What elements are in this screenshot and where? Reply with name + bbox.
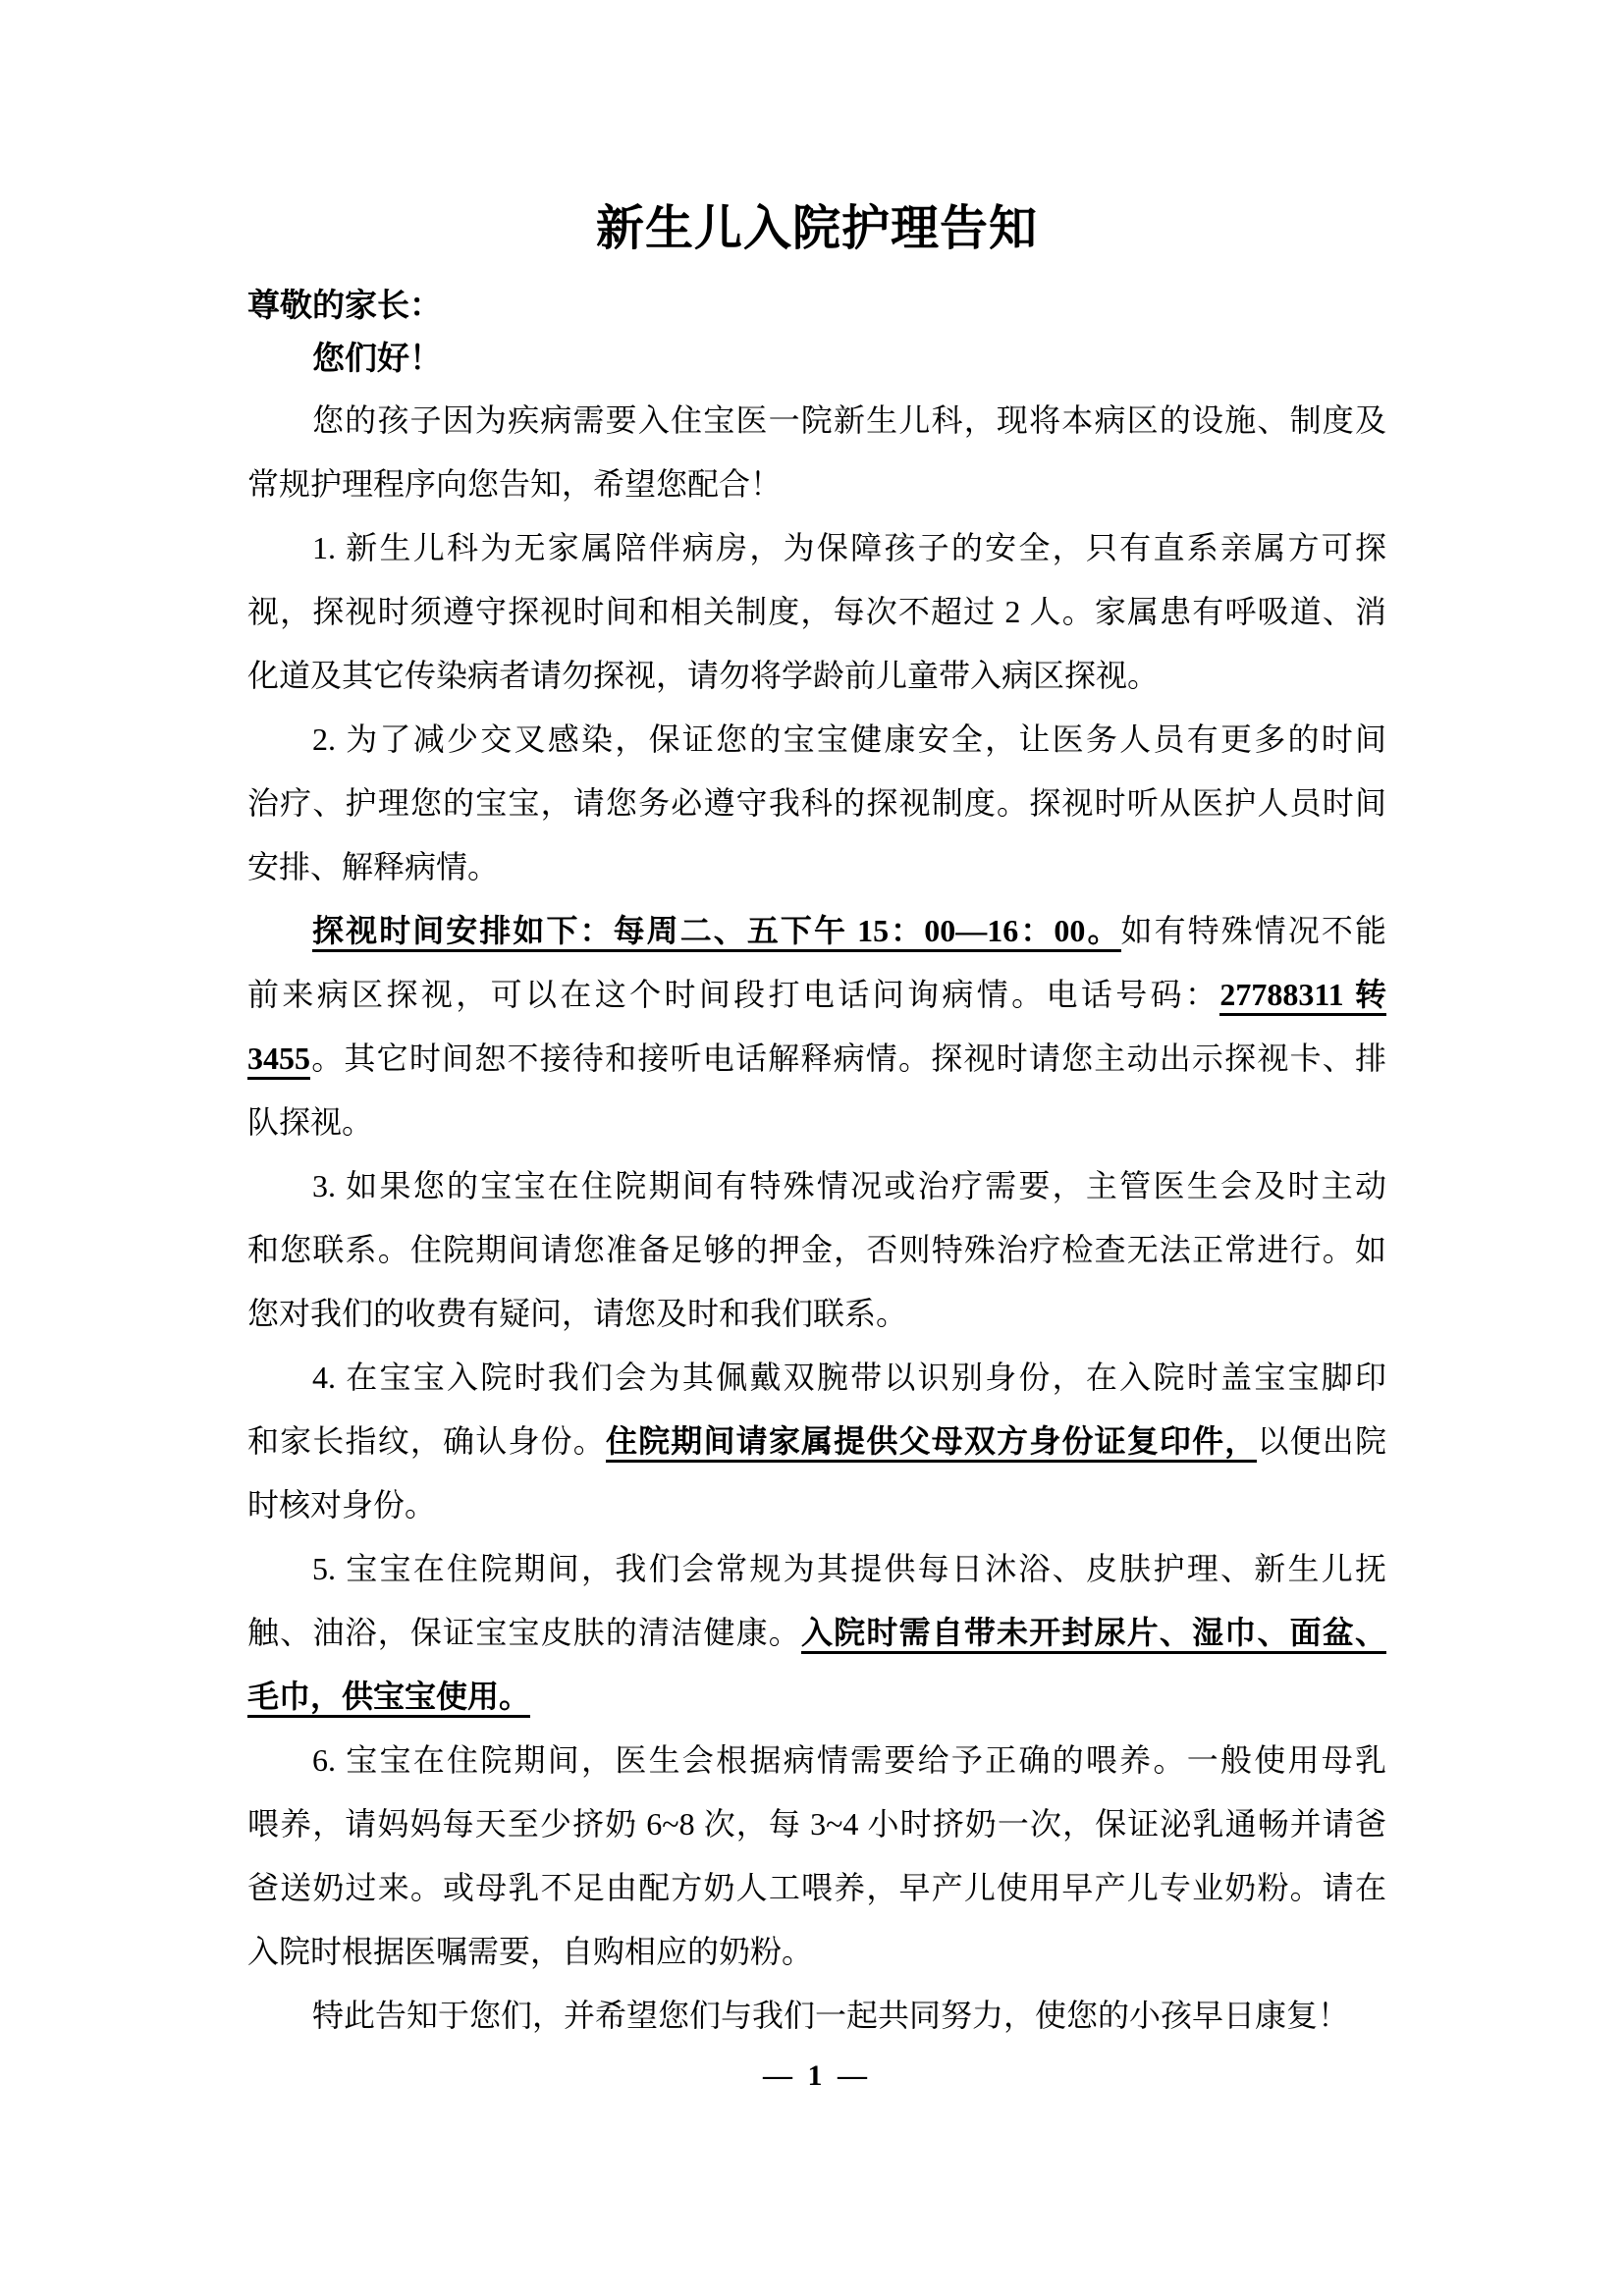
page-number: — 1 — xyxy=(763,2059,871,2092)
body-text: 治疗、护理您的宝宝，请您务必遵守我科的探视制度。探视时听从医护人员时间 xyxy=(247,785,1386,821)
body-text: 触、油浴，保证宝宝皮肤的清洁健康。 xyxy=(247,1615,801,1650)
document-body xyxy=(247,389,1386,2048)
item-3-line xyxy=(247,1282,1386,1346)
item-3-line xyxy=(247,1154,1386,1218)
item-4-line xyxy=(247,1346,1386,1410)
emphasis-text: 探视时间安排如下：每周二、五下午 15：00—16：00。 xyxy=(312,913,1121,952)
body-text: 如有特殊情况不能 xyxy=(1120,913,1386,948)
document-content xyxy=(0,199,1624,2097)
emphasis-text: 毛巾，供宝宝使用。 xyxy=(247,1679,530,1718)
body-text: 化道及其它传染病者请勿探视，请勿将学龄前儿童带入病区探视。 xyxy=(247,658,1160,693)
item-6-line xyxy=(247,1920,1386,1984)
page-title: 新生儿入院护理告知 xyxy=(595,201,1038,255)
body-text: 前来病区探视，可以在这个时间段打电话问询病情。电话号码： xyxy=(247,977,1220,1012)
body-text: 和您联系。住院期间请您准备足够的押金，否则特殊治疗检查无法正常进行。如 xyxy=(247,1232,1386,1267)
body-text: 以便出院 xyxy=(1257,1423,1386,1459)
intro-paragraph-line xyxy=(247,389,1386,453)
item-2-line xyxy=(247,772,1386,835)
greeting-line: 您们好！ xyxy=(312,342,442,377)
body-text: 您的孩子因为疾病需要入住宝医一院新生儿科，现将本病区的设施、制度及 xyxy=(312,402,1386,438)
item-6-line xyxy=(247,1729,1386,1792)
item-5-line xyxy=(247,1665,1386,1729)
body-text: 特此告知于您们，并希望您们与我们一起共同努力，使您的小孩早日康复！ xyxy=(312,1998,1350,2033)
item-1-line xyxy=(247,644,1386,708)
visiting-time-paragraph-line xyxy=(247,1027,1386,1091)
body-text: 队探视。 xyxy=(247,1104,374,1140)
closing-paragraph-line xyxy=(247,1984,1386,2048)
visiting-time-paragraph-line xyxy=(247,899,1386,963)
body-text: 3. 如果您的宝宝在住院期间有特殊情况或治疗需要，主管医生会及时主动 xyxy=(312,1168,1386,1203)
body-text: 常规护理程序向您告知，希望您配合！ xyxy=(247,466,783,502)
emphasis-text: 27788311 转 xyxy=(1219,977,1386,1016)
body-text: 入院时根据医嘱需要，自购相应的奶粉。 xyxy=(247,1934,814,1969)
salutation-line: 尊敬的家长： xyxy=(247,289,442,324)
body-text: 2. 为了减少交叉感染，保证您的宝宝健康安全，让医务人员有更多的时间 xyxy=(312,721,1386,757)
body-text: 喂养，请妈妈每天至少挤奶 6~8 次，每 3~4 小时挤奶一次，保证泌乳通畅并请爸 xyxy=(247,1806,1386,1842)
emphasis-text: 住院期间请家属提供父母双方身份证复印件， xyxy=(606,1423,1258,1463)
visiting-time-paragraph-line xyxy=(247,1091,1386,1154)
item-3-line xyxy=(247,1218,1386,1282)
item-2-line xyxy=(247,835,1386,899)
body-text: 5. 宝宝在住院期间，我们会常规为其提供每日沐浴、皮肤护理、新生儿抚 xyxy=(312,1551,1386,1586)
item-2-line xyxy=(247,708,1386,772)
body-text: 视，探视时须遵守探视时间和相关制度，每次不超过 2 人。家属患有呼吸道、消 xyxy=(247,594,1386,629)
body-text: 和家长指纹，确认身份。 xyxy=(247,1423,606,1459)
item-4-line xyxy=(247,1473,1386,1537)
item-6-line xyxy=(247,1792,1386,1856)
body-text: 1. 新生儿科为无家属陪伴病房，为保障孩子的安全，只有直系亲属方可探 xyxy=(312,530,1386,565)
body-text: 安排、解释病情。 xyxy=(247,849,500,884)
body-text: 6. 宝宝在住院期间，医生会根据病情需要给予正确的喂养。一般使用母乳 xyxy=(312,1742,1386,1778)
item-1-line xyxy=(247,516,1386,580)
item-5-line xyxy=(247,1537,1386,1601)
item-6-line xyxy=(247,1856,1386,1920)
emphasis-text: 3455 xyxy=(247,1041,310,1080)
body-text: 时核对身份。 xyxy=(247,1487,437,1522)
body-text: 4. 在宝宝入院时我们会为其佩戴双腕带以识别身份，在入院时盖宝宝脚印 xyxy=(312,1360,1386,1395)
item-1-line xyxy=(247,580,1386,644)
intro-paragraph-line xyxy=(247,453,1386,516)
body-text: 爸送奶过来。或母乳不足由配方奶人工喂养，早产儿使用早产儿专业奶粉。请在 xyxy=(247,1870,1386,1905)
body-text: 。其它时间恕不接待和接听电话解释病情。探视时请您主动出示探视卡、排 xyxy=(310,1041,1386,1076)
body-text: 您对我们的收费有疑问，请您及时和我们联系。 xyxy=(247,1296,908,1331)
emphasis-text: 入院时需自带未开封尿片、湿巾、面盆、 xyxy=(801,1615,1386,1654)
visiting-time-paragraph-line xyxy=(247,963,1386,1027)
item-5-line xyxy=(247,1601,1386,1665)
item-4-line xyxy=(247,1410,1386,1473)
